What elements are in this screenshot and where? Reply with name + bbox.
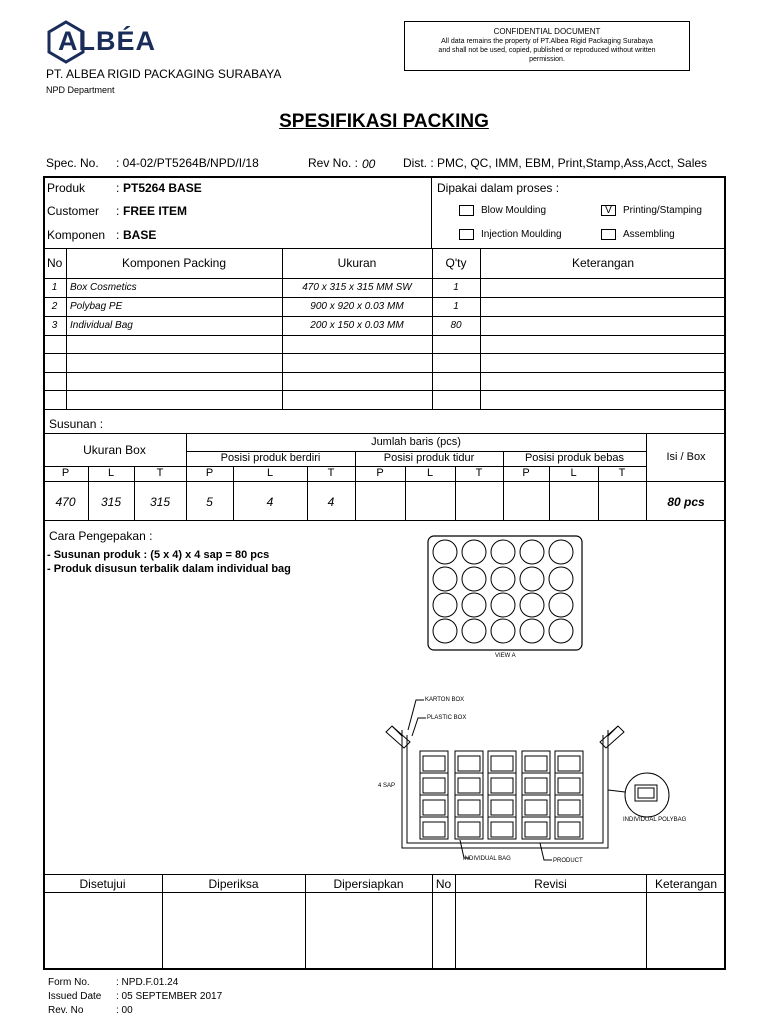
berdiri-p-header: P: [205, 467, 214, 479]
rev-no-label: Rev No. :: [308, 156, 359, 170]
berdiri-t-header: T: [327, 467, 335, 479]
confidential-title: CONFIDENTIAL DOCUMENT: [493, 27, 601, 36]
bebas-l-header: L: [570, 467, 577, 479]
isi-box-value: 80 pcs: [667, 495, 705, 509]
cara-line1: - Susunan produk : (5 x 4) x 4 sap = 80 pcs: [47, 549, 270, 561]
col-header-qty: Q'ty: [445, 256, 467, 270]
isi-box-header: Isi / Box: [666, 451, 706, 463]
row-ukuran: 900 x 920 x 0.03 MM: [310, 301, 404, 312]
tidur-t-header: T: [475, 467, 483, 479]
proses-injection-moulding: Injection Moulding: [481, 229, 562, 240]
form-no-label: Form No.: [48, 977, 90, 988]
customer-value: FREE ITEM: [123, 204, 188, 218]
tidur-p-header: P: [376, 467, 384, 479]
proses-assembling: Assembling: [623, 229, 675, 240]
row-ukuran: 470 x 315 x 315 MM SW: [302, 282, 412, 293]
spec-no-value: : 04-02/PT5264B/NPD/I/18: [116, 156, 259, 170]
company-name: PT. ALBEA RIGID PACKAGING SURABAYA: [46, 67, 282, 81]
issued-date-label: Issued Date: [48, 991, 102, 1002]
row-no: 2: [51, 301, 58, 312]
row-komponen: Individual Bag: [70, 320, 133, 331]
checkbox-injection-moulding[interactable]: [459, 229, 474, 240]
bebas-p-header: P: [522, 467, 530, 479]
form-no-value: : NPD.F.01.24: [116, 977, 179, 988]
row-komponen: Box Cosmetics: [70, 282, 137, 293]
rev-no-footer-label: Rev. No: [48, 1005, 84, 1016]
box-p-header: P: [61, 467, 70, 479]
distribution: Dist. : PMC, QC, IMM, EBM, Print,Stamp,Ass,Acct, Sales: [403, 156, 708, 170]
row-no: 3: [51, 320, 58, 331]
produk-colon: :: [116, 181, 120, 195]
plastic-box-label: PLASTIC BOX: [427, 715, 467, 721]
row-qty: 1: [453, 282, 459, 293]
department: NPD Department: [46, 85, 115, 95]
approval-keterangan: Keterangan: [654, 877, 718, 891]
col-header-keterangan: Keterangan: [571, 256, 635, 270]
row-qty: 1: [453, 301, 459, 312]
cara-label: Cara Pengepakan :: [49, 529, 153, 543]
checkbox-printing-stamping[interactable]: V: [601, 205, 616, 216]
individual-bag-label: INDIVIDUAL BAG: [463, 856, 511, 862]
checkbox-blow-moulding[interactable]: [459, 205, 474, 216]
approval-dipersiapkan: Dipersiapkan: [333, 877, 404, 891]
col-header-komponen: Komponen Packing: [121, 256, 227, 270]
row-komponen: Polybag PE: [70, 301, 123, 312]
berdiri-header: Posisi produk berdiri: [220, 452, 321, 464]
produk-value: PT5264 BASE: [123, 181, 202, 195]
proses-printing-stamping: Printing/Stamping: [623, 205, 702, 216]
individual-polybag-label: INDIVIDUAL POLYBAG: [623, 817, 687, 823]
komponen-label: Komponen: [47, 228, 106, 242]
tidur-header: Posisi produk tidur: [383, 452, 475, 464]
rev-no-value: 00: [362, 157, 376, 171]
approval-diperiksa: Diperiksa: [208, 877, 259, 891]
approval-revisi: Revisi: [534, 877, 567, 891]
berdiri-l-value: 4: [266, 495, 274, 509]
produk-label: Produk: [47, 181, 86, 195]
jumlah-baris-header: Jumlah baris (pcs): [371, 436, 461, 448]
tidur-l-header: L: [426, 467, 434, 479]
box-t-value: 315: [149, 495, 171, 509]
rev-no-footer-value: : 00: [116, 1005, 133, 1016]
checkbox-assembling[interactable]: [601, 229, 616, 240]
col-header-no: No: [47, 256, 63, 270]
view-a-label: VIEW A: [495, 653, 516, 659]
berdiri-l-header: L: [266, 467, 274, 479]
berdiri-t-value: 4: [327, 495, 335, 509]
proses-label: Dipakai dalam proses :: [437, 181, 560, 195]
logo-text: ALBÉA: [58, 26, 156, 56]
row-qty: 80: [450, 320, 462, 331]
komponen-value: BASE: [123, 228, 157, 242]
sap-label: 4 SAP: [378, 783, 396, 789]
issued-date-value: : 05 SEPTEMBER 2017: [116, 991, 223, 1002]
product-label: PRODUCT: [553, 858, 583, 864]
berdiri-p-value: 5: [206, 495, 213, 509]
spec-no-label: Spec. No.: [46, 156, 99, 170]
susunan-label: Susunan :: [49, 417, 104, 431]
confidential-line3: permission.: [529, 56, 565, 63]
cara-line2: - Produk disusun terbalik dalam individual bag: [47, 563, 291, 575]
customer-label: Customer: [47, 204, 100, 218]
komponen-colon: :: [116, 228, 120, 242]
ukuran-box-header: Ukuran Box: [83, 443, 146, 457]
row-ukuran: 200 x 150 x 0.03 MM: [310, 320, 404, 331]
albea-logo: [46, 20, 186, 64]
customer-colon: :: [116, 204, 120, 218]
view-a-drawing: [425, 533, 585, 665]
confidential-line2: and shall not be used, copied, published or reproduced without written: [438, 47, 656, 54]
box-l-value: 315: [100, 495, 122, 509]
confidential-line1: All data remains the property of PT.Albea Rigid Packaging Surabaya: [441, 38, 653, 45]
proses-blow-moulding: Blow Moulding: [481, 205, 547, 216]
col-header-ukuran: Ukuran: [337, 256, 377, 270]
box-t-header: T: [156, 467, 164, 479]
approval-disetujui: Disetujui: [79, 877, 126, 891]
box-p-value: 470: [55, 495, 76, 509]
row-no: 1: [51, 282, 58, 293]
box-l-header: L: [107, 467, 115, 479]
page-title: SPESIFIKASI PACKING: [279, 111, 489, 132]
bebas-header: Posisi produk bebas: [524, 452, 625, 464]
confidential-box: [404, 21, 690, 71]
approval-no: No: [435, 877, 452, 891]
karton-box-label: KARTON BOX: [425, 697, 465, 703]
bebas-t-header: T: [618, 467, 626, 479]
